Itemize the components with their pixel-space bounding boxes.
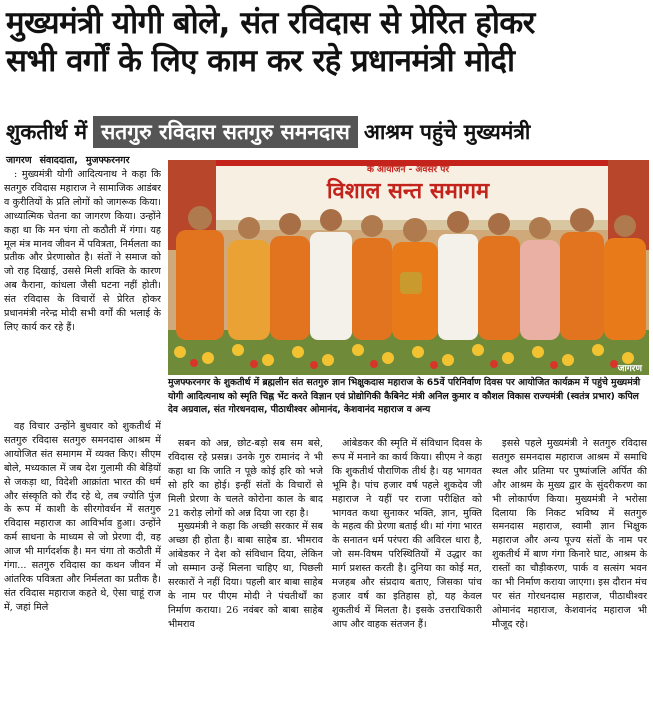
headline — [6, 4, 648, 80]
subheadline — [4, 116, 649, 148]
subheadline-highlight: सतगुरु रविदास सतगुरु समनदास — [93, 116, 358, 148]
article-paragraph: आंबेडकर की स्मृति में संविधान दिवस के रूप में मनाने का कार्य किया। सीएम ने कहा कि शुकतीर्थ पौराणिक तीर्थ है। यह भागवत भूमि है। पांच हजार वर्ष पहले शुकदेव जी महाराज ने यहीं पर राजा परीक्षित को भागवत कथा सुनाकर भक्ति, ज्ञान, मुक्ति के महत्व की प्रेरणा बताई थी। मां गंगा भारत के सनातन धर्म परंपरा की अविरल धारा है, जो सम-विषम परिस्थितियों में उद्धार का मार्ग प्रशस्त करती है। दुनिया का कोई मत, मजहब और संप्रदाय बताए, जिसका पांच हजार वर्ष का इतिहास हो, यह केवल शुकतीर्थ में मिलता है। इसके उत्तराधिकारी आप और वाहक संतजन हैं। — [332, 438, 482, 630]
headline-line-2: सभी वर्गों के लिए काम कर रहे प्रधानमंत्री मोदी — [6, 43, 515, 79]
article-column-2 — [168, 437, 323, 707]
article-paragraph: इससे पहले मुख्यमंत्री ने सतगुरु रविदास सतगुरु समनदास महाराज आश्रम में समाधि स्थल और प्रतिमा पर पुष्पांजलि अर्पित की और आश्रम के मुख्य द्वार के सुंदरीकरण का भी लोकार्पण किया। मुख्यमंत्री ने भरोसा दिलाया कि निकट भविष्य में सतगुरु समनदास महाराज, स्वामी ज्ञान भिक्षुक महाराज और अन्य पूज्य संतों के नाम पर शुकतीर्थ में बाण गंगा किनारे घाट, आश्रम के रास्तों का चौड़ीकरण, पार्क व सत्संग भवन का भी निर्माण कराया जाएगा। इस दौरान मंच पर संत गोरधनदास महाराज, पीठाधीश्वर ओमानंद महाराज, केशवानंद महाराज भी मौजूद रहे। — [492, 438, 647, 630]
byline-source: जागरण — [6, 155, 32, 166]
article-paragraph: वह विचार उन्होंने बुधवार को शुकतीर्थ में सतगुरु रविदास सतगुरु समनदास आश्रम में आयोजित संत समागम में व्यक्त किए। सीएम बोले, मध्यकाल में जब देश गुलामी की बेड़ियों से जकड़ा था, विदेशी आक्रांता भारत की धर्म और संस्कृति को रौंद रहे थे, तब ज्योति पुंज के रूप में काशी के सीरगोवर्धन में सतगुरु रविदास महाराज का आविर्भाव हुआ। उन्होंने कर्म साधना के माध्यम से जो प्रेरणा दी, वह आज भी मार्गदर्शक है। मन चंगा तो कठौती में गंगा... सतगुरु रविदास का कथन जीवन में आंतरिक पवित्रता और निर्मलता का प्रतीक है। संत रविदास महाराज कहते थे, ऐसा चाहूं राज में, जहां मिले — [4, 421, 161, 613]
article-column-4 — [492, 437, 647, 707]
byline — [6, 153, 164, 166]
photo-illustration — [168, 160, 649, 375]
article-paragraph: : मुख्यमंत्री योगी आदित्यनाथ ने कहा कि सतगुरु रविदास महाराज ने सामाजिक आडंबर व कुरीतियों के प्रति लोगों को जागरूक किया। आध्यात्मिक चेतना का जागरण किया। उन्होंने कहा था कि मन चंगा तो कठौती में गंगा। यह मूल मंत्र मानव जीवन में पवित्रता, निर्मलता का प्रतीक और प्रेरणास्रोत है। संतों ने समाज को जो राह दिखाई, उससे मिली शक्ति के कारण अब कैराना, कांधला जैसी घटना नहीं होती। संत रविदास के विचारों से प्रेरित होकर प्रधानमंत्री नरेन्द्र मोदी सभी वर्गों की भलाई के लिए कार्य कर रहे हैं। — [4, 169, 161, 333]
headline-line-1: मुख्यमंत्री योगी बोले, संत रविदास से प्रेरित होकर — [6, 5, 535, 41]
subheadline-part-2: आश्रम पहुंचे मुख्यमंत्री — [363, 120, 531, 144]
memento — [400, 272, 422, 294]
article-paragraph: सबन को अन्न, छोट-बड़ो सब सम बसे, रविदास रहे प्रसन्न। उनके गुरु रामानंद ने भी कहा था कि जाति न पूछे कोई हरि को भजे सो हरि का होई। इन्हीं संतों के विचारों से मिली प्रेरणा के चलते कोरोना काल के बाद 21 करोड़ लोगों को अन्न दिया जा रहा है। — [168, 438, 323, 519]
photo-caption: मुजफ्फरनगर के शुकतीर्थ में ब्रह्मलीन संत सतगुरु ज्ञान भिक्षुकदास महाराज के 65वें परिनिर्वाण दिवस पर आयोजित कार्यक्रम में पहुंचे मुख्यमंत्री योगी आदित्यनाथ को स्मृति चिह्न भेंट करते विज्ञान एवं प्रोद्योगिकी कैबिनेट मंत्री अनिल कुमार व कौशल विकास राज्यमंत्री (स्वतंत्र प्रभार) कपिल देव अग्रवाल, संत गोरधनदास, पीठाधीश्वर ओमानंद, केशवानंद महाराज व अन्य — [168, 377, 641, 415]
photo-credit: जागरण — [617, 364, 642, 374]
news-photo — [168, 160, 649, 375]
banner-title: विशाल सन्त समागम — [326, 179, 490, 204]
byline-reporter: संवाददाता, — [39, 155, 78, 166]
subheadline-part-1: शुकतीर्थ में — [6, 120, 88, 144]
article-paragraph: मुख्यमंत्री ने कहा कि अच्छी सरकार में सब अच्छा ही होता है। बाबा साहेब डा. भीमराव आंबेडकर ने देश को संविधान दिया, लेकिन जो सम्मान उन्हें मिलना चाहिए था, पिछली सरकारों ने नहीं दिया। पहली बार बाबा साहेब के नाम पर पीएम मोदी ने पंचतीर्थों का निर्माण कराया। 26 नवंबर को बाबा साहेब भीमराव — [168, 521, 323, 630]
article-column-1b — [4, 420, 161, 706]
people-group — [176, 206, 646, 340]
article-column-3 — [332, 437, 482, 707]
banner-small-text: के आयोजन - अवसर पर — [366, 165, 450, 175]
byline-place: मुजफ्फरनगर — [85, 155, 130, 166]
article-column-1a — [4, 168, 161, 414]
